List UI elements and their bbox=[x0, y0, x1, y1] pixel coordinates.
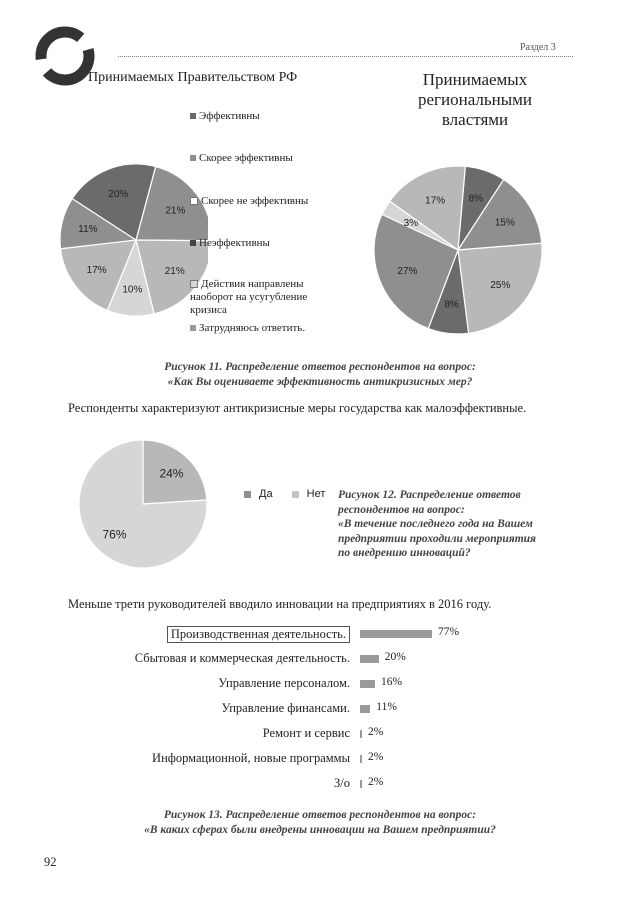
bar-category-label: Сбытовая и коммерческая деятельность. bbox=[134, 651, 350, 665]
legend-item bbox=[190, 152, 340, 165]
pie-data-label: 11% bbox=[78, 224, 98, 236]
section-label: Раздел 3 bbox=[520, 42, 556, 53]
pie-data-label: 21% bbox=[164, 266, 185, 278]
legend-label: Нет bbox=[306, 488, 326, 500]
bar bbox=[360, 655, 379, 663]
bar-row bbox=[0, 651, 640, 667]
bar-data-label: 2% bbox=[368, 751, 384, 763]
pie-data-label: 3% bbox=[403, 217, 419, 229]
pie1-title: Принимаемых Правительством РФ bbox=[88, 70, 298, 85]
bar-category-label: Информационной, новые программы bbox=[152, 751, 350, 765]
pie2-title: Принимаемых региональными властями bbox=[417, 70, 533, 129]
legend-marker bbox=[190, 240, 196, 246]
pie-data-label: 21% bbox=[165, 205, 186, 217]
bar-data-label: 2% bbox=[368, 726, 384, 738]
legend-marker bbox=[190, 197, 198, 205]
pie-data-label: 27% bbox=[397, 265, 418, 277]
pie-data-label: 25% bbox=[490, 279, 511, 291]
bar bbox=[360, 730, 362, 738]
legend-label: Скорее эффективны bbox=[199, 152, 293, 164]
bar-data-label: 77% bbox=[438, 626, 460, 638]
legend-item bbox=[190, 322, 340, 335]
bar-row bbox=[0, 701, 640, 717]
legend-item-net bbox=[292, 488, 334, 500]
legend-marker bbox=[190, 113, 196, 119]
pie-data-label: 10% bbox=[122, 284, 143, 296]
pie-data-label: 15% bbox=[494, 217, 515, 229]
legend-label: Действия направлены наоборот на усугубление кризиса bbox=[190, 278, 308, 316]
legend-marker bbox=[292, 491, 299, 498]
bar-row bbox=[0, 751, 640, 767]
legend-marker bbox=[190, 280, 198, 288]
bar bbox=[360, 680, 375, 688]
legend-label: Неэффективны bbox=[199, 237, 270, 249]
body-text-1: Респонденты характеризуют антикризисные меры государства как малоэффективные. bbox=[68, 401, 527, 415]
bar-category-label: Производственная деятельность. bbox=[167, 626, 350, 643]
body-text-2: Меньше трети руководителей вводило инновации на предприятиях в 2016 году. bbox=[68, 597, 492, 611]
caption-line: Рисунок 11. Распределение ответов респондентов на вопрос: bbox=[164, 361, 476, 373]
caption-line: предприятии проходили мероприятия bbox=[338, 532, 536, 545]
legend-item bbox=[190, 278, 340, 317]
caption-line: по внедрению инноваций? bbox=[338, 547, 471, 559]
legend-label: Да bbox=[259, 488, 273, 500]
legend-label: Скорее не эффективны bbox=[201, 195, 309, 207]
pie3-legend bbox=[244, 488, 341, 500]
bar-data-label: 20% bbox=[384, 651, 406, 663]
legend-item bbox=[190, 195, 340, 208]
header-rule bbox=[118, 56, 573, 57]
legend-marker bbox=[190, 325, 196, 331]
caption-line: «В течение последнего года на Вашем bbox=[338, 518, 533, 530]
bar-row bbox=[0, 776, 640, 792]
bar bbox=[360, 780, 362, 788]
figure13-caption bbox=[0, 808, 640, 838]
figure12-caption bbox=[338, 488, 568, 561]
pie-chart-innovation bbox=[48, 436, 238, 576]
bar-row bbox=[0, 676, 640, 692]
bar-category-label: Управление финансами. bbox=[221, 701, 350, 715]
figure11-caption bbox=[0, 360, 640, 390]
bar-category-label: З/о bbox=[334, 776, 350, 790]
bar bbox=[360, 755, 362, 763]
pie-data-label: 76% bbox=[102, 527, 127, 542]
bar bbox=[360, 705, 370, 713]
pie-data-label: 8% bbox=[444, 299, 459, 311]
bar-data-label: 16% bbox=[380, 676, 403, 688]
bar-data-label: 2% bbox=[368, 776, 384, 788]
page-number: 92 bbox=[44, 855, 57, 869]
pie-data-label: 20% bbox=[108, 189, 129, 201]
caption-line: «В каких сферах были внедрены инновации на Вашем предприятии? bbox=[144, 824, 496, 836]
caption-line: Рисунок 13. Распределение ответов респондентов на вопрос: bbox=[163, 809, 477, 821]
bar-row bbox=[0, 726, 640, 742]
caption-line: Рисунок 12. Распределение ответов bbox=[338, 489, 521, 501]
legend-item bbox=[190, 237, 340, 250]
pie-chart-government bbox=[58, 160, 208, 320]
pie-data-label: 8% bbox=[468, 193, 483, 205]
pie-data-label: 17% bbox=[425, 195, 446, 207]
legend-item bbox=[190, 110, 340, 123]
pie-chart-regional bbox=[368, 160, 548, 340]
caption-line: респондентов на вопрос: bbox=[338, 503, 465, 516]
legend-label: Затрудняюсь ответить. bbox=[199, 322, 306, 334]
bar-chart-innovation-areas bbox=[0, 626, 640, 796]
bar-category-label: Управление персоналом. bbox=[218, 676, 350, 690]
bar-row bbox=[0, 626, 640, 642]
pie-data-label: 17% bbox=[86, 265, 107, 277]
bar-data-label: 11% bbox=[376, 701, 397, 713]
legend-item-da bbox=[244, 488, 281, 500]
legend-label: Эффективны bbox=[199, 110, 260, 122]
pie-data-label: 24% bbox=[159, 466, 184, 481]
bar bbox=[360, 630, 432, 638]
caption-line: «Как Вы оцениваете эффективность антикризисных мер? bbox=[167, 376, 473, 388]
legend-marker bbox=[244, 491, 251, 498]
legend-marker bbox=[190, 155, 196, 161]
bar-category-label: Ремонт и сервис bbox=[262, 726, 350, 740]
